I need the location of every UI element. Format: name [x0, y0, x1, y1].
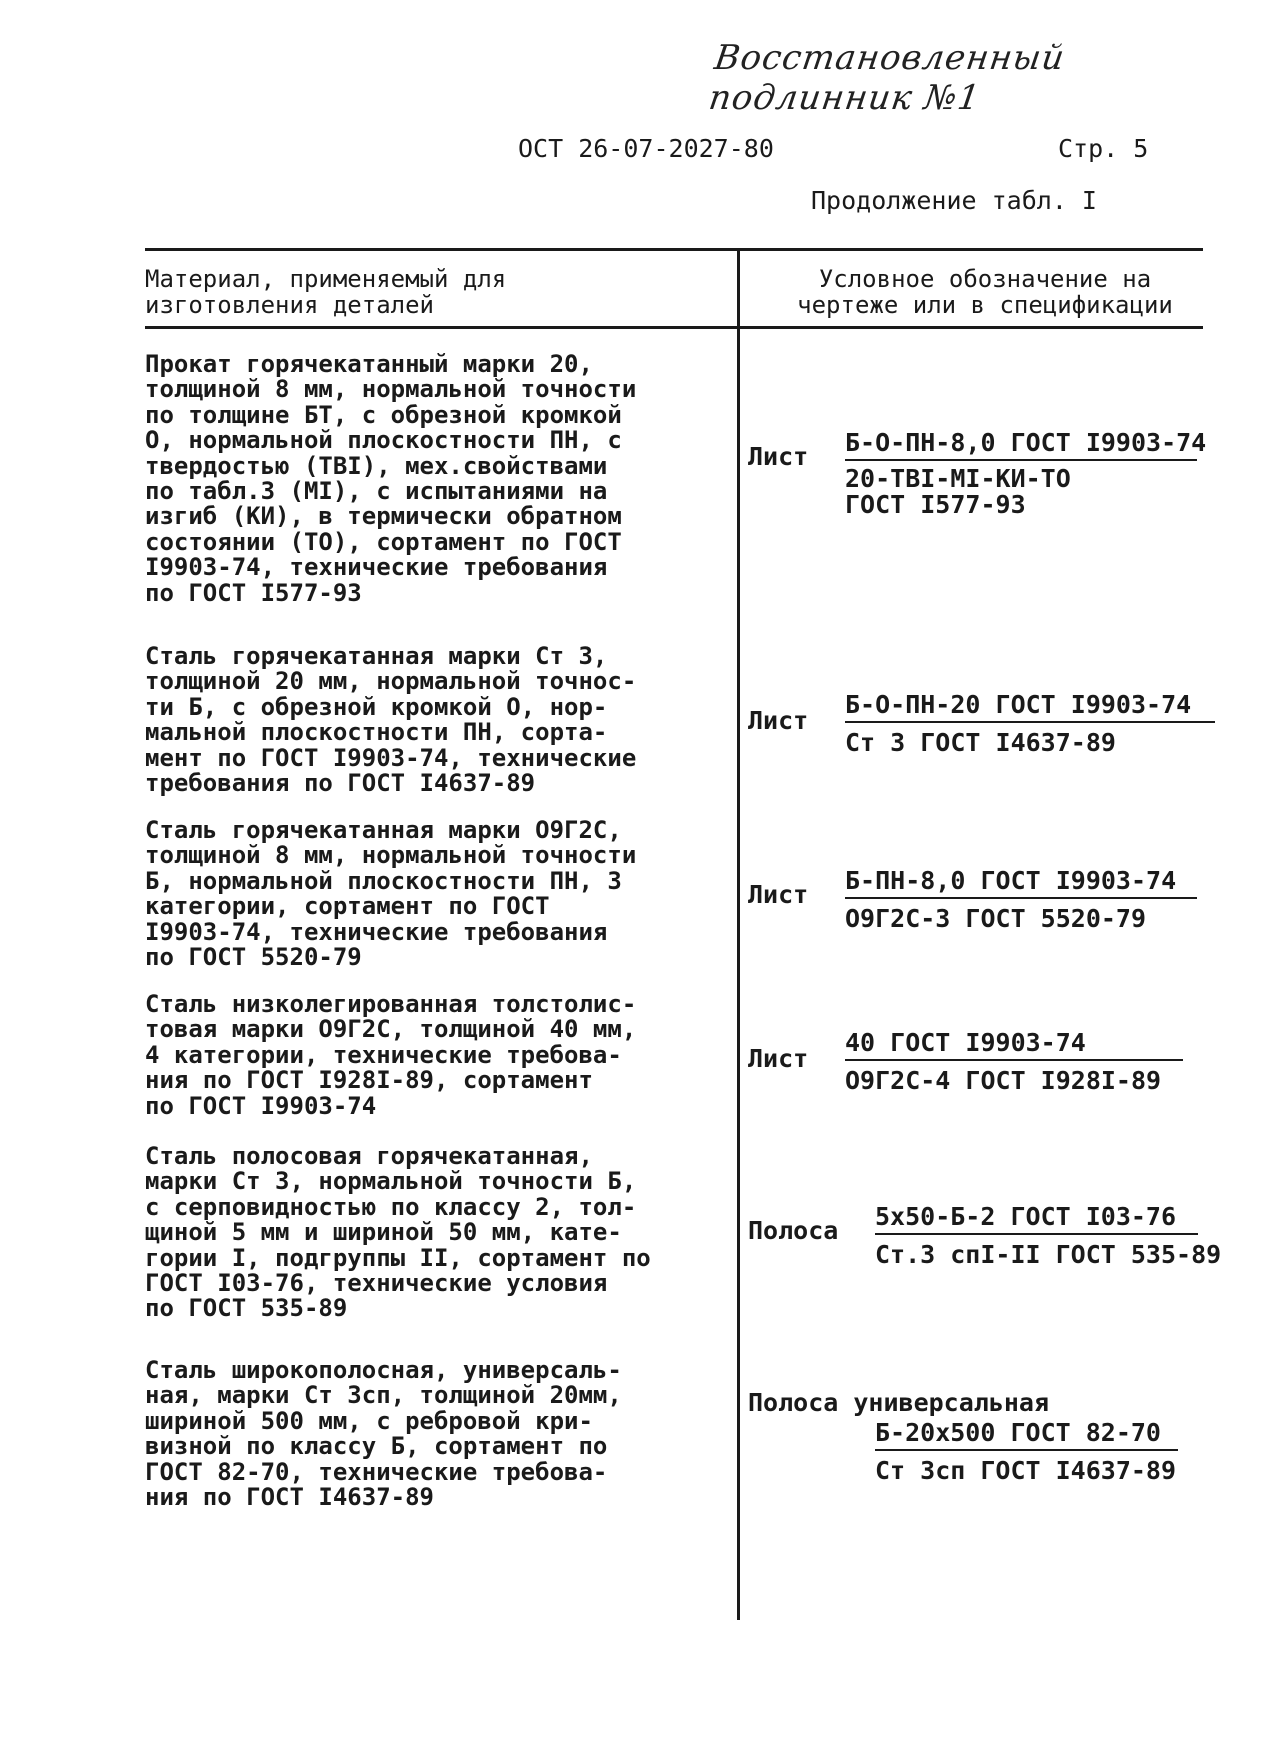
- row-3-designation-denominator: О9Г2С-3 ГОСТ 5520-79: [845, 904, 1147, 933]
- row-4-kind: Лист: [748, 1044, 809, 1073]
- row-3-kind: Лист: [748, 880, 809, 909]
- page-number: Стр. 5: [1058, 134, 1149, 163]
- row-6-designation-denominator: Ст 3сп ГОСТ I4637-89: [875, 1456, 1177, 1485]
- document-code: ОСТ 26-07-2027-80: [518, 134, 774, 163]
- row-6-designation-numerator: Б-20х500 ГОСТ 82-70: [875, 1418, 1178, 1451]
- table-column-divider: [737, 250, 740, 1620]
- column-header-designation: Условное обозначение на чертеже или в спецификации: [797, 265, 1173, 319]
- row-3-material: Сталь горячекатанная марки О9Г2С, толщиной 8 мм, нормальной точности Б, нормальной плоскостности ПН, 3 категории, сортамент по ГОСТ I9903-74, технические требования по ГОСТ 5520-79: [145, 816, 637, 972]
- row-2-material: Сталь горячекатанная марки Ст 3, толщиной 20 мм, нормальной точнос- ти Б, с обрезной кромкой О, нор- мальной плоскостности ПН, сорта- мент по ГОСТ I9903-74, технические требования по ГОСТ I4637-89: [145, 642, 637, 798]
- row-6-material: Сталь широкополосная, универсаль- ная, марки Ст 3сп, толщиной 20мм, шириной 500 мм, с ребровой кри- визной по классу Б, сортамент по ГОСТ 82-70, технические требова- ния по ГОСТ I4637-89: [145, 1356, 622, 1512]
- row-2-designation-numerator: Б-О-ПН-20 ГОСТ I9903-74: [845, 690, 1215, 723]
- row-2-designation-denominator: Ст 3 ГОСТ I4637-89: [845, 728, 1116, 757]
- column-header-material: Материал, применяемый для изготовления деталей: [145, 265, 507, 319]
- row-5-kind: Полоса: [748, 1216, 839, 1245]
- row-4-material: Сталь низколегированная толстолис- товая марки О9Г2С, толщиной 40 мм, 4 категории, технические требова- ния по ГОСТ I928I-89, сортамент по ГОСТ I9903-74: [145, 990, 637, 1120]
- row-5-designation-denominator: Ст.3 спI-II ГОСТ 535-89: [875, 1240, 1222, 1269]
- table-header-rule: [145, 326, 1203, 329]
- row-5-material: Сталь полосовая горячекатанная, марки Ст 3, нормальной точности Б, с серповидностью по классу 2, тол- щиной 5 мм и шириной 50 мм, кате- гории I, подгруппы II, сортамент по ГОСТ I03-76, технические условия по ГОСТ 535-89: [145, 1142, 651, 1323]
- row-4-designation-denominator: О9Г2С-4 ГОСТ I928I-89: [845, 1066, 1162, 1095]
- row-3-designation-numerator: Б-ПН-8,0 ГОСТ I9903-74: [845, 866, 1197, 899]
- row-1-designation-standard: ГОСТ I577-93: [845, 490, 1026, 519]
- row-6-kind: Полоса универсальная: [748, 1388, 1050, 1417]
- row-1-kind: Лист: [748, 442, 809, 471]
- table-top-rule: [145, 248, 1203, 251]
- row-1-designation-denominator: 20-ТВI-МI-КИ-ТО: [845, 464, 1071, 493]
- table-continuation-label: Продолжение табл. I: [811, 186, 1097, 215]
- row-4-designation-numerator: 40 ГОСТ I9903-74: [845, 1028, 1183, 1061]
- row-1-designation-numerator: Б-О-ПН-8,0 ГОСТ I9903-74: [845, 428, 1197, 461]
- row-5-designation-numerator: 5х50-Б-2 ГОСТ I03-76: [875, 1202, 1198, 1235]
- restored-original-note: Восстановленный подлинник №1: [706, 38, 1068, 118]
- row-1-material: Прокат горячекатанный марки 20, толщиной 8 мм, нормальной точности по толщине БТ, с обрезной кромкой О, нормальной плоскостности ПН, с твердостью (ТВI), мех.свойствами по табл.3 (МI), с испытаниями на изгиб (КИ), в термически обратном состоянии (ТО), сортамент по ГОСТ I9903-74, технические требования по ГОСТ I577-93: [145, 350, 637, 607]
- row-2-kind: Лист: [748, 706, 809, 735]
